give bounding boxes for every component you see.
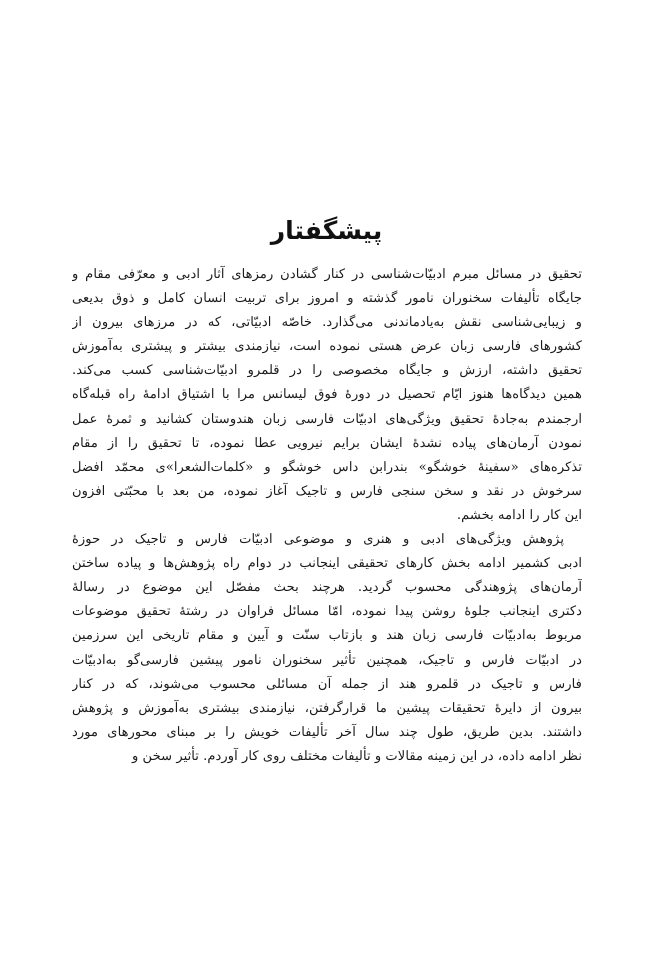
text-line: جایگاه تألیفات سخنوران نامور گذشته و امروز برای تربیت انسان کامل و ذوق بدیعی <box>72 291 582 307</box>
text-line: نمودن آرمان‌های پیاده نشدهٔ ایشان برایم نیرویی عطا نموده، تا تحقیق را از مقام <box>72 435 582 451</box>
text-line: این کار را ادامه بخشم. <box>456 507 582 523</box>
text-line: پژوهش ویژگی‌های ادبی و هنری و موضوعی ادبیّات فارس و تاجیک در حوزهٔ <box>72 532 564 548</box>
text-line: داشتند. بدین طریق، طول چند سال آخر تألیفات خویش را بر مبنای محورهای مورد <box>72 724 582 740</box>
text-line: فارس و تاجیک در قلمرو هند از جمله آن مسائلی محسوب می‌شوند، که در کنار <box>72 676 582 692</box>
paragraph <box>72 263 582 528</box>
text-line: ادبی کشمیر ادامه بخش کارهای تحقیقی اینجانب در دوام راه پژوهش‌ها و پیاده ساختن <box>72 556 582 572</box>
text-line: ارجمندم به‌جادهٔ تحقیق ویژگی‌های ادبیّات فارسی زبان هندوستان کشانید و ثمرهٔ عمل <box>72 411 582 427</box>
body-text <box>72 263 582 769</box>
text-line: بیرون از دایرهٔ تحقیقات پیشین ما قرارگرفتن، نیازمندی بیشتری به‌آموزش و پژوهش <box>72 700 582 716</box>
text-line: همین دیدگاه‌ها هنوز ایّام تحصیل در دورهٔ فوق لیسانس مرا با اشتیاق ادامهٔ راه قبله‌گاه <box>72 387 582 403</box>
paragraph <box>72 528 582 769</box>
text-line: نظر ادامه داده، در این زمینه مقالات و تألیفات مختلف روی کار آوردم. تأثیر سخن و <box>132 748 582 764</box>
text-line: و زیبایی‌شناسی نقش به‌یادماندنی می‌گذارد. خاصّه ادبیّاتی، که در مرزهای بیرون از <box>72 315 582 331</box>
text-line: تحقیق داشته، ارزش و جایگاه مخصوصی را در قلمرو ادبیّات‌شناسی کسب می‌کند. <box>72 363 582 379</box>
text-line: کشورهای فارسی زبان عرض هستی نموده است، نیازمندی بیشتر و پیشتری به‌آموزش <box>72 339 582 355</box>
text-line: آرمان‌های پژوهندگی محسوب گردید. هرچند بحث مفصّل این موضوع در رسالهٔ <box>72 580 582 596</box>
text-line: تذکره‌های «سفینهٔ خوشگو» بندرابن داس خوشگو و «کلمات‌الشعرا»ی محمّد افضل <box>72 459 582 475</box>
page-title: پیشگفتار <box>270 216 383 245</box>
text-line: در ادبیّات فارس و تاجیک، همچنین تأثیر سخنوران نامور پیشین فارسی‌گو به‌ادبیّات <box>72 652 582 668</box>
text-line: مربوط به‌ادبیّات فارسی زبان هند و بازتاب سنّت و آیین و مقام تاریخی این سرزمین <box>72 628 582 644</box>
text-line: سرخوش در نقد و سخن سنجی فارس و تاجیک آغاز نموده، من بعد با محبّتی افزون <box>72 483 582 499</box>
text-line: دکتری اینجانب جلوهٔ روشن پیدا نموده، امّا مسائل فراوان در رشتهٔ تحقیق موضوعات <box>72 604 582 620</box>
text-line: تحقیق در مسائل مبرم ادبیّات‌شناسی در کنار گشادن رمزهای آثار ادبی و معرّفی مقام و <box>72 267 582 282</box>
